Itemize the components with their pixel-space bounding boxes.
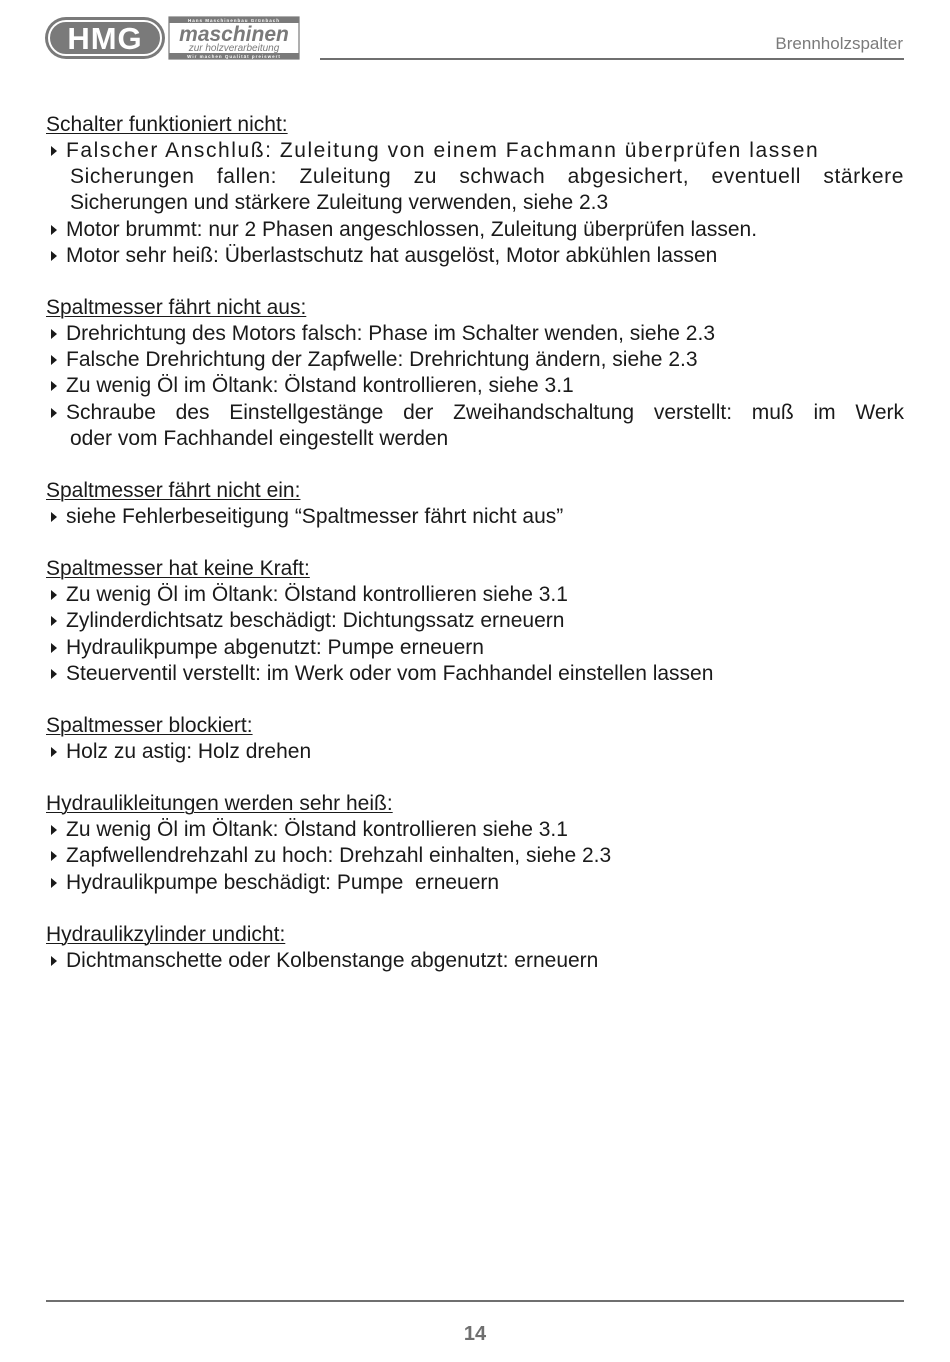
list-item: Dichtmanschette oder Kolbenstange abgenutzt: erneuern [46,948,904,974]
bullet-arrow-icon [51,225,57,235]
section-no-force [46,556,904,687]
logo-word: maschinen [179,23,289,46]
bullet-arrow-icon [51,669,57,679]
list-item: Hydraulikpumpe abgenutzt: Pumpe erneuern [46,635,904,661]
bullet-arrow-icon [51,747,57,757]
list-item: Zu wenig Öl im Öltank: Ölstand kontrollieren, siehe 3.1 [46,373,904,399]
list-item: Zu wenig Öl im Öltank: Ölstand kontrollieren siehe 3.1 [46,817,904,843]
bullet-arrow-icon [51,590,57,600]
list-item: Hydraulikpumpe beschädigt: Pumpe erneuern [46,870,904,896]
section-knife-blocked [46,713,904,765]
list-item: Falsche Drehrichtung der Zapfwelle: Drehrichtung ändern, siehe 2.3 [46,347,904,373]
bullet-arrow-icon [51,408,57,418]
section-knife-not-extending [46,295,904,452]
list-item: Motor brummt: nur 2 Phasen angeschlossen, Zuleitung überprüfen lassen. [46,217,904,243]
bullet-arrow-icon [51,825,57,835]
section-title: Spaltmesser blockiert: [46,714,253,738]
list-item: Zylinderdichtsatz beschädigt: Dichtungssatz erneuern [46,608,904,634]
page-header [0,0,950,70]
section-title: Hydraulikleitungen werden sehr heiß: [46,792,393,816]
list-item: Steuerventil verstellt: im Werk oder vom Fachhandel einstellen lassen [46,661,904,687]
section-knife-not-retracting [46,478,904,530]
logo-tagline: zur holzverarbeitung [188,43,280,54]
bullet-arrow-icon [51,643,57,653]
bullet-arrow-icon [51,251,57,261]
list-item: Motor sehr heiß: Überlastschutz hat ausgelöst, Motor abkühlen lassen [46,243,904,269]
list-item: siehe Fehlerbeseitigung “Spaltmesser fährt nicht aus” [46,504,904,530]
bullet-arrow-icon [51,512,57,522]
document-title: Brennholzspalter [775,34,903,53]
bullet-arrow-icon [51,616,57,626]
section-hydraulic-lines-hot [46,791,904,896]
list-item: Holz zu astig: Holz drehen [46,739,904,765]
section-title: Hydraulikzylinder undicht: [46,922,286,946]
bullet-arrow-icon [51,355,57,365]
bullet-arrow-icon [51,878,57,888]
troubleshooting-content [46,112,904,1000]
section-title: Spaltmesser hat keine Kraft: [46,557,310,581]
header-divider [320,58,904,60]
list-item: Drehrichtung des Motors falsch: Phase im Schalter wenden, siehe 2.3 [46,321,904,347]
section-title: Spaltmesser fährt nicht ein: [46,479,301,503]
hmg-logo [44,14,300,62]
section-switch [46,112,904,269]
bullet-arrow-icon [51,381,57,391]
list-item-continuation: Sicherungen fallen: Zuleitung zu schwach abgesichert, eventuell stärkere [70,165,904,189]
section-title: Spaltmesser fährt nicht aus: [46,296,307,320]
bullet-arrow-icon [51,329,57,339]
list-item: Schraube des Einstellgestänge der Zweihandschaltung verstellt: muß im Werk [46,400,904,426]
list-item: Zapfwellendrehzahl zu hoch: Drehzahl einhalten, siehe 2.3 [46,843,904,869]
bullet-arrow-icon [51,956,57,966]
page-number: 14 [463,1323,487,1345]
footer-divider [46,1300,904,1302]
list-item: Falscher Anschluß: Zuleitung von einem Fachmann überprüfen lassen [46,138,904,164]
logo-bottom-line: Wir machen Qualität preiswert [187,54,281,59]
bullet-arrow-icon [51,146,57,156]
list-item-continuation: oder vom Fachhandel eingestellt werden [70,426,449,450]
section-cylinder-leaking [46,922,904,974]
logo-mark: HMG [67,21,143,56]
list-item-continuation: Sicherungen und stärkere Zuleitung verwenden, siehe 2.3 [70,191,609,215]
logo-top-line: Hans Maschinenbau Grünbach [187,18,281,23]
bullet-arrow-icon [51,851,57,861]
section-title: Schalter funktioniert nicht: [46,113,288,136]
list-item: Zu wenig Öl im Öltank: Ölstand kontrollieren siehe 3.1 [46,582,904,608]
